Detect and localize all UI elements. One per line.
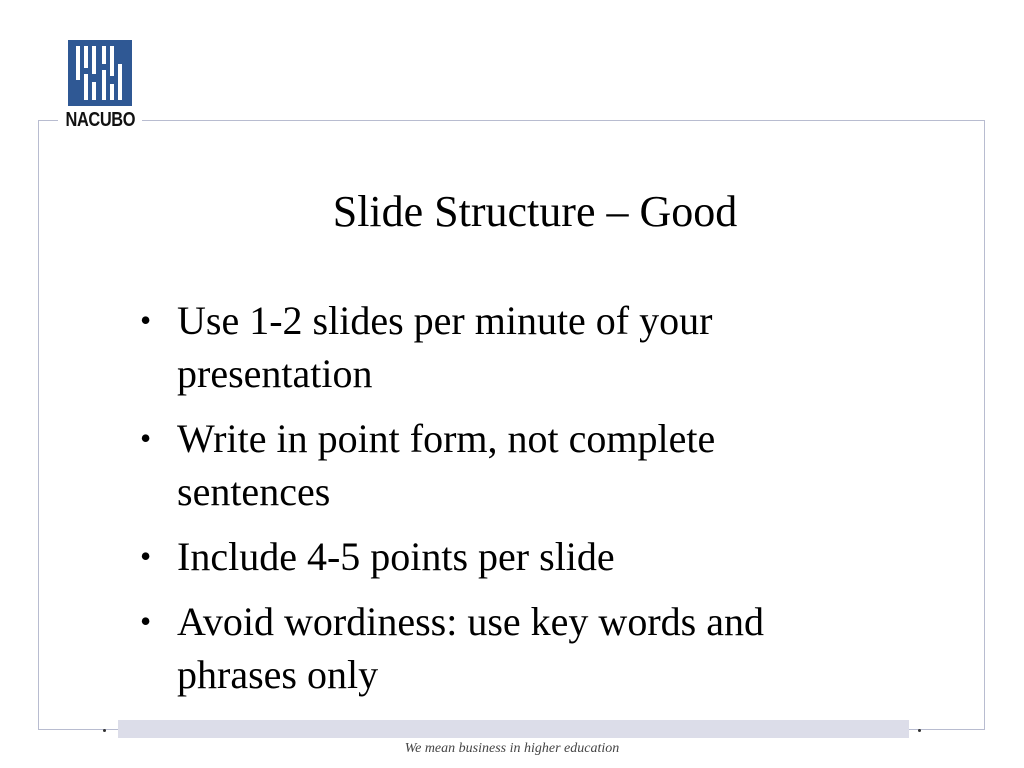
bullet-text: Write in point form, not complete sentences (177, 416, 716, 514)
slide-title: Slide Structure – Good (332, 187, 738, 236)
list-item (140, 412, 860, 518)
list-item (140, 530, 860, 583)
logo-wordmark: NACUBO (65, 109, 136, 131)
bullet-dot-icon: • (140, 538, 152, 574)
bullet-text: Use 1-2 slides per minute of your presentation (177, 298, 713, 396)
bullet-text: Include 4-5 points per slide (177, 534, 615, 579)
nacubo-logo-icon (68, 40, 132, 106)
bullet-dot-icon: • (140, 603, 152, 639)
bullet-dot-icon: • (140, 420, 152, 456)
bullet-dot-icon: • (140, 302, 152, 338)
bullet-text: Avoid wordiness: use key words and phrases only (177, 599, 764, 697)
nacubo-logo (58, 40, 142, 134)
footer-dot-right (918, 729, 921, 732)
footer-bar (118, 720, 909, 738)
bullet-list (140, 294, 860, 713)
footer-dot-left (103, 729, 106, 732)
list-item (140, 595, 860, 701)
list-item (140, 294, 860, 400)
footer-tagline: We mean business in higher education (404, 741, 620, 756)
